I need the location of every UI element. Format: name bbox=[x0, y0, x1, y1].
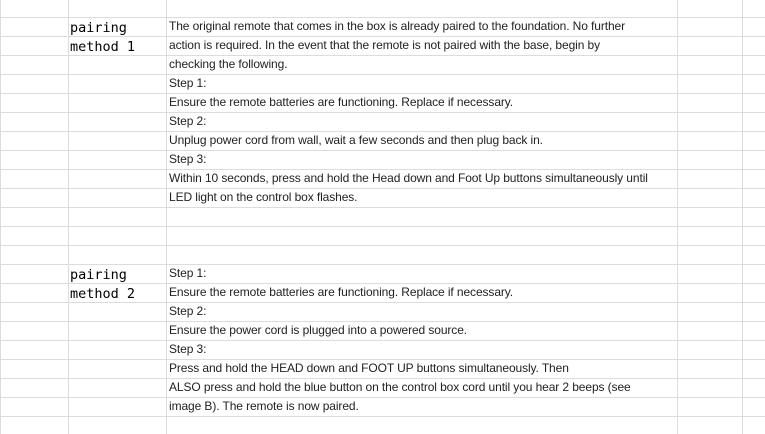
method1-step1-text[interactable]: Ensure the remote batteries are functioning. Replace if necessary. bbox=[169, 95, 514, 109]
method2-step3-text[interactable]: Press and hold the HEAD down and FOOT UP buttons simultaneously. Then bbox=[169, 361, 569, 375]
method1-label-line2[interactable]: method 1 bbox=[70, 39, 136, 55]
method1-text-line[interactable]: The original remote that comes in the box is already paired to the foundation. No further bbox=[169, 19, 626, 33]
method2-label-line1[interactable]: pairing bbox=[70, 267, 127, 283]
method1-text-line[interactable]: action is required. In the event that the remote is not paired with the base, begin by bbox=[169, 38, 601, 52]
method1-step3-heading[interactable]: Step 3: bbox=[169, 152, 207, 166]
method2-step2-heading[interactable]: Step 2: bbox=[169, 304, 207, 318]
method2-label-line2[interactable]: method 2 bbox=[70, 286, 136, 302]
column-divider bbox=[68, 0, 69, 434]
method1-step2-text[interactable]: Unplug power cord from wall, wait a few seconds and then plug back in. bbox=[169, 133, 543, 147]
column-divider bbox=[742, 0, 743, 434]
column-divider bbox=[166, 0, 167, 434]
column-divider bbox=[677, 0, 678, 434]
method2-step1-text[interactable]: Ensure the remote batteries are functioning. Replace if necessary. bbox=[169, 285, 514, 299]
method1-text-line[interactable]: checking the following. bbox=[169, 57, 288, 71]
method2-step3-text[interactable]: image B). The remote is now paired. bbox=[169, 399, 359, 413]
method2-step2-text[interactable]: Ensure the power cord is plugged into a powered source. bbox=[169, 323, 468, 337]
method2-step1-heading[interactable]: Step 1: bbox=[169, 266, 207, 280]
method1-step3-text[interactable]: Within 10 seconds, press and hold the Head down and Foot Up buttons simultaneously until bbox=[169, 171, 648, 185]
method2-step3-heading[interactable]: Step 3: bbox=[169, 342, 207, 356]
method1-label-line1[interactable]: pairing bbox=[70, 20, 127, 36]
method1-step1-heading[interactable]: Step 1: bbox=[169, 76, 207, 90]
method1-step3-text[interactable]: LED light on the control box flashes. bbox=[169, 190, 358, 204]
method1-step2-heading[interactable]: Step 2: bbox=[169, 114, 207, 128]
method2-step3-text[interactable]: ALSO press and hold the blue button on the control box cord until you hear 2 beeps (see bbox=[169, 380, 631, 394]
